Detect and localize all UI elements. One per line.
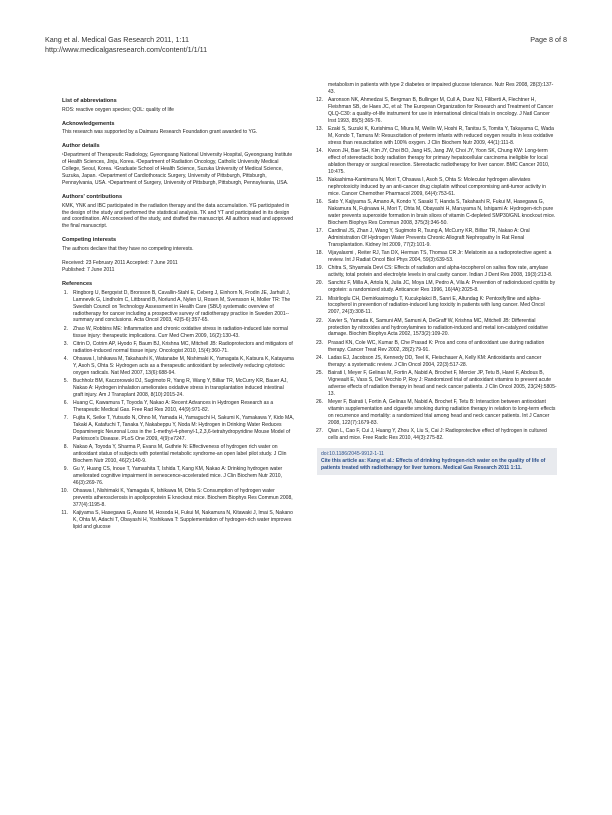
reference-item [317,250,557,264]
reference-item [317,399,557,427]
reference-item [317,82,557,96]
reference-item [317,428,557,442]
reference-text: Qian L, Cao F, Cui J, Huang Y, Zhou X, Liu S, Cai J: Radioprotective effect of hydrogen in cultured cells and mice. Free Radic Res 2010, 44(3):275-82. [328,427,547,441]
reference-text: Gu Y, Huang CS, Inoue T, Yamashita T, Ishida T, Kang KM, Nakao A: Drinking hydrogen water ameliorated cognitive impairment in senescence-accelerated mice. J Clin Biochem Nutr 2010, 46(3):269-76. [73,466,283,486]
reference-text: Meyer F, Bairati I, Fortin A, Gelinas M, Nabid A, Brochet F, Tetu B: Interaction between antioxidant vitamin supplementation and cigarette smoking during radiation therapy in relation to long-term effects on recurrence and mortality: a randomized trial among head and neck cancer patients. Int J Cancer 2008, 122(7):1679-83. [328,398,556,426]
reference-number: 22. [315,317,323,324]
abbreviations-section [62,98,294,114]
reference-text: Citrin D, Cotrim AP, Hyodo F, Baum BJ, Krishna MC, Mitchell JB: Radioprotectors and mitigators of radiation-induced normal tissue injury. Oncologist 2010, 15(4):360-71. [73,340,293,354]
reference-text: Ladas EJ, Jacobson JS, Kennedy DD, Teel K, Fleischauer A, Kelly KM: Antioxidants and cancer therapy: a systematic review. J Clin Oncol 2004, 22(3):517-28. [328,354,542,368]
reference-number: 12. [315,97,323,104]
reference-number: 23. [315,339,323,346]
reference-item [62,356,294,377]
reference-text: Ohsawa I, Ishikawa M, Takahashi K, Watanabe M, Nishimaki K, Yamagata K, Katsura K, Katayama Y, Asoh S, Ohta S: Hydrogen acts as a therapeutic antioxidant by selectively reducing cytotoxic oxygen radicals. Nat Med 2007, 13(6):688-94. [73,355,294,376]
reference-item [62,400,294,414]
right-column [317,82,557,475]
reference-text: Kwon JH, Bae SH, Kim JY, Choi BO, Jang HS, Jang JW, Choi JY, Yoon SK, Chung KW: Long-term effect of stereotactic body radiation therapy for primary hepatocellular carcinoma ineligible for local ablation therapy or surgical resection. Stereotactic radiotherapy for liver cancer. BMC Cancer 2010, 10:475. [328,148,550,175]
competing-text: The authors declare that they have no competing interests. [62,246,194,253]
reference-number: 3. [63,340,68,347]
received-accepted: Received: 23 February 2011 Accepted: 7 June 2011 [62,260,178,267]
reference-item [317,340,557,354]
reference-text: Sanchiz F, Milla A, Artola N, Julia JC, Moya LM, Pedro A, Vila A: Prevention of radioinduced cystitis by orgotein: a randomized study. Anticancer Res 1996, 16(4A):2025-8. [328,280,556,294]
author-details-text: ¹Department of Therapeutic Radiology, Gyeongsang National University Hospital, Gyeongsang Institute of Health Sciences, Jinju, Korea. ²Department of Radiation Oncology, Catholic University Medical College, Seoul, Korea. ³Graduate School of Health Science, Suzuka University of Medical Science, Suzuka, Japan. ⁴Department of Cardiothoracic Surgery, University of Pittsburgh, Pittsburgh, Pennsylvania, USA. ⁵Department of Surgery, University of Pittsburgh, Pittsburgh, Pennsylvania, USA. [62,152,293,186]
reference-number: 19. [315,265,323,272]
abbreviations-heading: List of abbreviations [62,98,117,104]
reference-item [317,370,557,398]
page-number: Page 8 of 8 [530,35,567,44]
reference-text: Misirlioglu CH, Demirkasimoglu T, Kucukplakci B, Sanri E, Altundag K: Pentoxifylline and alpha-tocopherol in prevention of radiation-induced lung toxicity in patients with lung cancer. Med Oncol 2007, 24(3):308-11. [328,295,545,316]
reference-item [62,466,294,487]
citation-box [317,448,557,475]
reference-item [62,444,294,465]
doi-link[interactable]: doi:10.1186/2045-9912-1-11 [321,450,384,457]
reference-text: Aaronson NK, Ahmedzai S, Bergman B, Bullinger M, Cull A, Duez NJ, Filiberti A, Flechtner H, Fleishman SB, de Haes JC, et al: The European Organization for Research and Treatment of Cancer QLQ-C30: a quality-of-life instrument for use in international clinical trials in oncology. J Natl Cancer Inst 1993, 85(5):365-76. [328,97,554,124]
references-heading: References [62,280,93,287]
reference-text: metabolism in patients with type 2 diabetes or impaired glucose tolerance. Nutr Res 2008, 28(3):137-43. [328,82,554,95]
published-date: Published: 7 June 2011 [62,266,115,273]
reference-text: Ohsawa I, Nishimaki K, Yamagata K, Ishikawa M, Ohta S: Consumption of hydrogen water prevents atherosclerosis in apolipoprotein E knockout mice. Biochem Biophys Res Commun 2008, 377(4):1195-8. [73,488,293,508]
reference-item [317,228,557,249]
reference-number: 10. [60,488,68,495]
references-list-left [62,290,294,531]
contributions-heading: Authors' contributions [62,193,123,200]
reference-text: Nakao A, Toyoda Y, Sharma P, Evans M, Guthrie N: Effectiveness of hydrogen rich water on antioxidant status of subjects with potential metabolic syndrome-an open label pilot study. J Clin Biochem Nutr 2010, 46(2):140-9. [73,443,287,464]
reference-text: Xavier S, Yamada K, Samuni AM, Samuni A, DeGraff W, Krishna MC, Mitchell JB: Differential protection by nitroxides and hydroxylamines to radiation-induced and metal ion-catalyzed oxidative damage. Biochim Biophys Acta 2002, 1573(2):109-20. [328,317,548,338]
reference-number: 16. [315,199,323,206]
reference-number: 25. [315,369,323,376]
reference-number: 1. [63,289,68,296]
reference-item [317,148,557,176]
reference-item [317,265,557,279]
reference-text: Ezaki S, Suzuki K, Kurishima C, Miura M, Weilin W, Hoshi R, Tanitsu S, Tomita Y, Takayama C, Wada M, Kondo T, Tamura M: Resuscitation of preterm infants with reduced oxygen results in less oxidative stress than resuscitation with 100% oxygen. J Clin Biochem Nutr 2009, 44(1):111-8. [328,126,554,146]
reference-number: 4. [63,355,68,362]
reference-item [62,488,294,509]
reference-number: 18. [315,250,323,257]
acknowledgements-heading: Acknowledgements [62,120,115,127]
contributions-section [62,194,294,231]
reference-number: 2. [63,325,68,332]
reference-text: Prasad KN, Cole WC, Kumar B, Che Prasad K: Pros and cons of antioxidant use during radiation therapy. Cancer Treat Rev 2002, 28(2):79-91. [328,339,545,353]
reference-number: 6. [63,399,68,406]
reference-number: 13. [315,126,323,133]
competing-heading: Competing interests [62,237,117,244]
reference-text: Huang C, Kawamura T, Toyoda Y, Nakao A: Recent Advances in Hydrogen Research as a Therapeutic Medical Gas. Free Rad Res 2010, 44(9):971-82. [73,399,274,413]
reference-item [62,290,294,325]
reference-text: Fujita K, Seike T, Yutsudo N, Ohno M, Yamada H, Yamaguchi H, Sakumi K, Yamakawa Y, Kido MA, Takaki A, Katafuchi T, Tanaka Y, Nakabeppu Y, Noda M: Hydrogen in Drinking Water Reduces Dopaminergic Neuronal Loss in the 1-methyl-4-phenyl-1,2,3,6-tetrahydropyridine Mouse Model of Parkinson's Disease. PLoS One 2009, 4(9):e7247. [73,414,294,442]
reference-item [62,378,294,399]
reference-item [62,415,294,443]
reference-item [317,296,557,317]
reference-number: 15. [315,177,323,184]
reference-text: Bairati I, Meyer F, Gelinas M, Fortin A, Nabid A, Brochet F, Mercier JP, Tetu B, Harel F, Abdous B, Vigneault E, Vass S, Del Vecchio P, Roy J: Randomized trial of antioxidant vitamins to prevent acute adverse effects of radiation therapy in head and neck cancer patients. J Clin Oncol 2005, 23(24):5805-13. [328,369,557,397]
reference-item [317,280,557,294]
contributions-text: KMK, YNK and IBC participated in the radiation therapy and the data accumulation. YG participated in the design of the study and performed the statistical analysis. TK and YT and participated in its design and coordination. AN conceived of the study, and drafted the manuscript. All authors read and approved the final manuscript. [62,202,294,230]
author-details-heading: Author details [62,143,100,150]
reference-item [317,318,557,339]
reference-number: 5. [63,377,68,384]
author-details-section [62,143,294,186]
reference-number: 17. [315,228,323,235]
reference-item [62,510,294,531]
reference-number: 24. [315,354,323,361]
reference-text: Sato Y, Kajiyama S, Amano A, Kondo Y, Sasaki T, Handa S, Takahashi R, Fukui M, Hasegawa G, Nakamura N, Fujinawa H, Mori T, Ohta M, Obayashi H, Maruyama N, Ishigami A: Hydrogen-rich pure water prevents superoxide formation in brain slices of vitamin C-depleted SMP30/GNL knockout mice. Biochem Biophys Res Commun 2008, 375(3):346-50. [328,199,556,227]
reference-text: Ringborg U, Bergqvist D, Brorsson B, Cavallin-Stahl E, Ceberg J, Einhorn N, Frodin JE, Jarhult J, Lamnevik G, Lindholm C, Littbrand B, Norlund A, Nylen U, Rosen M, Svensson H, Moller TR: The Swedish Council on Technology Assessment in Health Care (SBU) systematic overview of radiotherapy for cancer including a prospective survey of radiotherapy practice in Sweden 2001--summary and conclusions. Acta Oncol 2003, 42(5-6):357-65. [73,289,291,324]
reference-item [317,126,557,147]
reference-text: Cardinal JS, Zhan J, Wang Y, Sugimoto R, Tsung A, McCurry KR, Billiar TR, Nakao A: Oral Administration Of Hydrogen Water Prevents Chronic Allograft Nephropathy In Rat Renal Transplantation. Kidney Int 2009, 77(2):101-9. [328,228,530,249]
reference-number: 14. [315,148,323,155]
reference-item [317,355,557,369]
reference-item [62,326,294,340]
reference-item [317,199,557,227]
references-list-right [317,82,557,442]
reference-number: 21. [315,295,323,302]
reference-number: 8. [63,443,68,450]
reference-text: Vijayalaxmi , Reiter RJ, Tan DX, Herman TS, Thomas CR Jr: Melatonin as a radioprotective agent: a review. Int J Radiat Oncol Biol Phys 2004, 59(3):639-53. [328,250,552,264]
cite-text: Cite this article as: Kang et al.: Effects of drinking hydrogen-rich water on the quality of life of patients treated with radiotherapy for liver tumors. Medical Gas Research 2011 1:11. [321,457,546,471]
dates-section [62,260,294,274]
reference-text: Buchholz BM, Kaczorowski DJ, Sugimoto R, Yang R, Wang Y, Billiar TR, McCurry KR, Bauer AJ, Nakao A: Hydrogen inhalation ameliorates oxidative stress in transplantation induced intestinal graft injury. Am J Transplant 2008, 8(10):2015-24. [73,377,288,398]
reference-text: Kajiyama S, Hasegawa G, Asano M, Hosoda H, Fukui M, Nakamura N, Kitawaki J, Imai S, Nakano K, Ohta M, Adachi T, Obayashi H, Yoshikawa T: Supplementation of hydrogen-rich water improves lipid and glucose [73,510,293,531]
reference-number: 7. [63,414,68,421]
reference-text: Zhao W, Robbins ME: Inflammation and chronic oxidative stress in radiation-induced late normal tissue injury: therapeutic implications. Curr Med Chem 2009, 16(2):130-43. [73,325,288,339]
competing-section [62,237,294,253]
reference-number: 27. [315,427,323,434]
journal-url[interactable]: http://www.medicalgasresearch.com/content/1/1/11 [45,44,208,54]
acknowledgements-section [62,121,294,137]
reference-number: 11. [61,510,68,517]
acknowledgements-text: This research was supported by a Daimaru Research Foundation grant awarded to YG. [62,129,258,136]
reference-item [62,341,294,355]
reference-number: 20. [315,280,323,287]
left-column [62,98,294,532]
references-section [62,281,294,531]
reference-number: 26. [315,398,323,405]
reference-number: 9. [63,466,68,473]
reference-text: Chitra S, Shyamala Devi CS: Effects of radiation and alpha-tocopherol on saliva flow rate, amylase activity, total protein and electrolyte levels in oral cavity cancer. Indian J Dent Res 2008, 19(3):213-8. [328,265,553,279]
page-header [45,35,567,54]
reference-text: Nakashima-Kamimura N, Mori T, Ohsawa I, Asoh S, Ohta S: Molecular hydrogen alleviates nephrotoxicity induced by an anti-cancer drug cisplatin without compromising anti-tumor activity in mice. Cancer Chemother Pharmacol 2009, 64(4):753-61. [328,177,546,198]
abbreviations-text: ROS: reactive oxygen species; QOL: quality of life [62,106,174,113]
reference-item [317,97,557,125]
journal-line: Kang et al. Medical Gas Research 2011, 1:11 [45,35,189,44]
reference-item [317,177,557,198]
